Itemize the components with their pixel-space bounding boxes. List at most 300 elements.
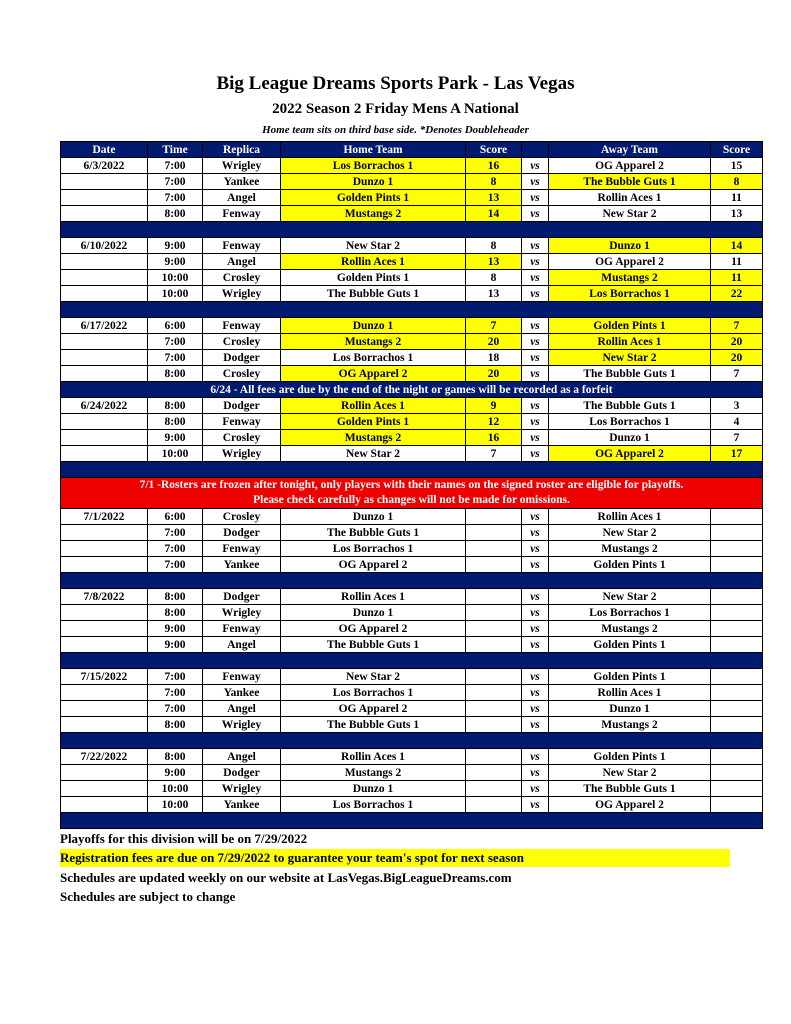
away-team-cell: The Bubble Guts 1 xyxy=(549,781,711,797)
game-row xyxy=(61,286,763,302)
date-cell xyxy=(61,701,148,717)
time-cell: 6:00 xyxy=(148,509,203,525)
game-row xyxy=(61,366,763,382)
schedule-note: Home team sits on third base side. *Denotes Doubleheader xyxy=(262,124,529,136)
home-score-cell: 16 xyxy=(466,158,522,174)
home-team-cell: Golden Pints 1 xyxy=(281,190,466,206)
time-cell: 7:00 xyxy=(148,701,203,717)
home-score-cell xyxy=(466,781,522,797)
home-team-cell: New Star 2 xyxy=(281,238,466,254)
away-score-cell: 3 xyxy=(711,398,763,414)
vs-cell: vs xyxy=(522,717,549,733)
header-home-score: Score xyxy=(466,142,522,158)
date-cell xyxy=(61,254,148,270)
game-row xyxy=(61,765,763,781)
time-cell: 7:00 xyxy=(148,190,203,206)
replica-cell: Crosley xyxy=(203,430,281,446)
game-row xyxy=(61,509,763,525)
time-cell: 10:00 xyxy=(148,446,203,462)
away-team-cell: Mustangs 2 xyxy=(549,717,711,733)
away-score-cell: 14 xyxy=(711,238,763,254)
game-row xyxy=(61,621,763,637)
away-score-cell xyxy=(711,621,763,637)
home-score-cell xyxy=(466,525,522,541)
header-replica: Replica xyxy=(203,142,281,158)
away-team-cell: Dunzo 1 xyxy=(549,238,711,254)
away-team-cell: Los Borrachos 1 xyxy=(549,605,711,621)
date-cell xyxy=(61,605,148,621)
time-cell: 9:00 xyxy=(148,430,203,446)
time-cell: 8:00 xyxy=(148,605,203,621)
replica-cell: Wrigley xyxy=(203,605,281,621)
vs-cell: vs xyxy=(522,174,549,190)
home-team-cell: Los Borrachos 1 xyxy=(281,685,466,701)
home-score-cell: 8 xyxy=(466,174,522,190)
away-score-cell: 7 xyxy=(711,430,763,446)
vs-cell: vs xyxy=(522,238,549,254)
vs-cell: vs xyxy=(522,621,549,637)
game-row xyxy=(61,206,763,222)
away-score-cell xyxy=(711,797,763,813)
game-row xyxy=(61,717,763,733)
home-team-cell: Los Borrachos 1 xyxy=(281,797,466,813)
home-score-cell xyxy=(466,621,522,637)
away-score-cell xyxy=(711,557,763,573)
header-away-score: Score xyxy=(711,142,763,158)
away-score-cell xyxy=(711,509,763,525)
away-score-cell: 7 xyxy=(711,318,763,334)
date-cell xyxy=(61,286,148,302)
date-cell xyxy=(61,781,148,797)
notice-text: 6/24 - All fees are due by the end of the night or games will be recorded as a forfeit xyxy=(61,382,763,398)
replica-cell: Angel xyxy=(203,701,281,717)
away-score-cell: 7 xyxy=(711,366,763,382)
home-score-cell: 18 xyxy=(466,350,522,366)
game-row xyxy=(61,525,763,541)
home-team-cell: Dunzo 1 xyxy=(281,318,466,334)
time-cell: 7:00 xyxy=(148,557,203,573)
vs-cell: vs xyxy=(522,749,549,765)
time-cell: 8:00 xyxy=(148,749,203,765)
away-team-cell: The Bubble Guts 1 xyxy=(549,174,711,190)
vs-cell: vs xyxy=(522,589,549,605)
time-cell: 7:00 xyxy=(148,334,203,350)
away-score-cell xyxy=(711,765,763,781)
home-team-cell: Golden Pints 1 xyxy=(281,414,466,430)
replica-cell: Dodger xyxy=(203,398,281,414)
date-cell xyxy=(61,190,148,206)
home-team-cell: OG Apparel 2 xyxy=(281,557,466,573)
home-team-cell: Dunzo 1 xyxy=(281,605,466,621)
away-score-cell xyxy=(711,669,763,685)
game-row xyxy=(61,414,763,430)
time-cell: 7:00 xyxy=(148,669,203,685)
date-cell xyxy=(61,621,148,637)
home-team-cell: Dunzo 1 xyxy=(281,174,466,190)
away-team-cell: OG Apparel 2 xyxy=(549,446,711,462)
away-score-cell: 11 xyxy=(711,254,763,270)
game-row xyxy=(61,318,763,334)
time-cell: 7:00 xyxy=(148,541,203,557)
vs-cell: vs xyxy=(522,190,549,206)
away-score-cell xyxy=(711,525,763,541)
time-cell: 8:00 xyxy=(148,414,203,430)
home-team-cell: Mustangs 2 xyxy=(281,206,466,222)
vs-cell: vs xyxy=(522,206,549,222)
spacer-cell xyxy=(61,733,763,749)
home-score-cell xyxy=(466,749,522,765)
away-score-cell: 17 xyxy=(711,446,763,462)
date-cell xyxy=(61,430,148,446)
vs-cell: vs xyxy=(522,525,549,541)
game-row xyxy=(61,637,763,653)
alert-text-line: Please check carefully as changes will not be made for omissions. xyxy=(253,494,570,506)
home-score-cell xyxy=(466,765,522,781)
header-away-team: Away Team xyxy=(549,142,711,158)
game-row xyxy=(61,749,763,765)
date-cell xyxy=(61,557,148,573)
home-score-cell xyxy=(466,717,522,733)
date-cell xyxy=(61,525,148,541)
time-cell: 7:00 xyxy=(148,350,203,366)
game-row xyxy=(61,797,763,813)
away-team-cell: Rollin Aces 1 xyxy=(549,685,711,701)
home-team-cell: The Bubble Guts 1 xyxy=(281,717,466,733)
home-team-cell: Dunzo 1 xyxy=(281,781,466,797)
home-team-cell: The Bubble Guts 1 xyxy=(281,637,466,653)
replica-cell: Crosley xyxy=(203,270,281,286)
away-score-cell xyxy=(711,637,763,653)
date-cell: 6/10/2022 xyxy=(61,238,148,254)
game-row xyxy=(61,701,763,717)
replica-cell: Crosley xyxy=(203,366,281,382)
replica-cell: Wrigley xyxy=(203,446,281,462)
away-team-cell: Los Borrachos 1 xyxy=(549,286,711,302)
spacer-row xyxy=(61,573,763,589)
away-team-cell: OG Apparel 2 xyxy=(549,254,711,270)
home-score-cell: 20 xyxy=(466,366,522,382)
game-row xyxy=(61,781,763,797)
away-score-cell: 8 xyxy=(711,174,763,190)
vs-cell: vs xyxy=(522,781,549,797)
date-cell: 7/8/2022 xyxy=(61,589,148,605)
away-score-cell xyxy=(711,605,763,621)
time-cell: 10:00 xyxy=(148,270,203,286)
home-score-cell: 12 xyxy=(466,414,522,430)
away-team-cell: Golden Pints 1 xyxy=(549,318,711,334)
page-subtitle: 2022 Season 2 Friday Mens A National xyxy=(272,101,519,117)
replica-cell: Yankee xyxy=(203,797,281,813)
spacer-cell xyxy=(61,573,763,589)
date-cell: 7/15/2022 xyxy=(61,669,148,685)
replica-cell: Crosley xyxy=(203,509,281,525)
game-row xyxy=(61,270,763,286)
away-score-cell xyxy=(711,589,763,605)
game-row xyxy=(61,605,763,621)
date-cell xyxy=(61,270,148,286)
replica-cell: Wrigley xyxy=(203,286,281,302)
spacer-row xyxy=(61,302,763,318)
spacer-row xyxy=(61,222,763,238)
away-score-cell xyxy=(711,685,763,701)
time-cell: 9:00 xyxy=(148,621,203,637)
home-score-cell xyxy=(466,797,522,813)
time-cell: 7:00 xyxy=(148,158,203,174)
header-time: Time xyxy=(148,142,203,158)
date-cell: 7/22/2022 xyxy=(61,749,148,765)
home-score-cell xyxy=(466,557,522,573)
away-team-cell: New Star 2 xyxy=(549,350,711,366)
home-team-cell: Los Borrachos 1 xyxy=(281,350,466,366)
away-team-cell: New Star 2 xyxy=(549,525,711,541)
away-team-cell: Dunzo 1 xyxy=(549,701,711,717)
home-score-cell: 13 xyxy=(466,286,522,302)
away-team-cell: Rollin Aces 1 xyxy=(549,334,711,350)
home-score-cell: 8 xyxy=(466,238,522,254)
vs-cell: vs xyxy=(522,334,549,350)
time-cell: 7:00 xyxy=(148,525,203,541)
away-team-cell: Los Borrachos 1 xyxy=(549,414,711,430)
game-row xyxy=(61,190,763,206)
home-team-cell: The Bubble Guts 1 xyxy=(281,525,466,541)
time-cell: 6:00 xyxy=(148,318,203,334)
away-team-cell: Golden Pints 1 xyxy=(549,557,711,573)
replica-cell: Fenway xyxy=(203,414,281,430)
schedule-table xyxy=(60,141,763,829)
vs-cell: vs xyxy=(522,509,549,525)
away-score-cell: 20 xyxy=(711,334,763,350)
date-cell xyxy=(61,206,148,222)
away-team-cell: Mustangs 2 xyxy=(549,541,711,557)
home-score-cell xyxy=(466,669,522,685)
replica-cell: Dodger xyxy=(203,350,281,366)
date-cell xyxy=(61,414,148,430)
date-cell xyxy=(61,541,148,557)
vs-cell: vs xyxy=(522,541,549,557)
home-team-cell: New Star 2 xyxy=(281,446,466,462)
away-score-cell xyxy=(711,781,763,797)
home-score-cell: 7 xyxy=(466,318,522,334)
home-team-cell: OG Apparel 2 xyxy=(281,701,466,717)
vs-cell: vs xyxy=(522,318,549,334)
time-cell: 7:00 xyxy=(148,174,203,190)
away-team-cell: OG Apparel 2 xyxy=(549,797,711,813)
spacer-row xyxy=(61,733,763,749)
home-score-cell: 16 xyxy=(466,430,522,446)
away-team-cell: New Star 2 xyxy=(549,589,711,605)
time-cell: 8:00 xyxy=(148,589,203,605)
vs-cell: vs xyxy=(522,605,549,621)
date-cell xyxy=(61,717,148,733)
away-team-cell: The Bubble Guts 1 xyxy=(549,366,711,382)
time-cell: 8:00 xyxy=(148,366,203,382)
replica-cell: Dodger xyxy=(203,765,281,781)
away-team-cell: Rollin Aces 1 xyxy=(549,509,711,525)
home-team-cell: New Star 2 xyxy=(281,669,466,685)
vs-cell: vs xyxy=(522,414,549,430)
vs-cell: vs xyxy=(522,350,549,366)
vs-cell: vs xyxy=(522,637,549,653)
game-row xyxy=(61,430,763,446)
away-team-cell: Mustangs 2 xyxy=(549,270,711,286)
away-team-cell: New Star 2 xyxy=(549,206,711,222)
game-row xyxy=(61,446,763,462)
away-score-cell: 22 xyxy=(711,286,763,302)
date-cell xyxy=(61,350,148,366)
spacer-row xyxy=(61,813,763,829)
away-team-cell: Golden Pints 1 xyxy=(549,637,711,653)
date-cell: 6/24/2022 xyxy=(61,398,148,414)
game-row xyxy=(61,541,763,557)
away-score-cell: 4 xyxy=(711,414,763,430)
replica-cell: Angel xyxy=(203,254,281,270)
replica-cell: Yankee xyxy=(203,557,281,573)
website-note: Schedules are updated weekly on our website at LasVegas.BigLeagueDreams.com xyxy=(60,870,512,885)
spacer-cell xyxy=(61,302,763,318)
date-cell xyxy=(61,334,148,350)
home-score-cell: 14 xyxy=(466,206,522,222)
home-team-cell: Rollin Aces 1 xyxy=(281,398,466,414)
home-score-cell: 8 xyxy=(466,270,522,286)
time-cell: 10:00 xyxy=(148,286,203,302)
away-team-cell: Dunzo 1 xyxy=(549,430,711,446)
date-cell: 6/17/2022 xyxy=(61,318,148,334)
game-row xyxy=(61,158,763,174)
away-score-cell xyxy=(711,717,763,733)
vs-cell: vs xyxy=(522,797,549,813)
table-header-row xyxy=(61,142,763,158)
game-row xyxy=(61,334,763,350)
replica-cell: Yankee xyxy=(203,685,281,701)
home-score-cell: 7 xyxy=(466,446,522,462)
home-score-cell xyxy=(466,637,522,653)
home-score-cell: 9 xyxy=(466,398,522,414)
time-cell: 9:00 xyxy=(148,637,203,653)
vs-cell: vs xyxy=(522,669,549,685)
time-cell: 10:00 xyxy=(148,797,203,813)
game-row xyxy=(61,238,763,254)
vs-cell: vs xyxy=(522,158,549,174)
replica-cell: Fenway xyxy=(203,206,281,222)
alert-cell xyxy=(61,478,763,509)
subject-note: Schedules are subject to change xyxy=(60,889,236,904)
alert-text-line: 7/1 -Rosters are frozen after tonight, only players with their names on the signed roster are eligible for playoffs. xyxy=(139,479,684,491)
replica-cell: Wrigley xyxy=(203,717,281,733)
home-team-cell: Golden Pints 1 xyxy=(281,270,466,286)
time-cell: 9:00 xyxy=(148,765,203,781)
replica-cell: Fenway xyxy=(203,238,281,254)
away-score-cell xyxy=(711,701,763,717)
replica-cell: Yankee xyxy=(203,174,281,190)
alert-row xyxy=(61,478,763,509)
game-row xyxy=(61,669,763,685)
vs-cell: vs xyxy=(522,685,549,701)
replica-cell: Fenway xyxy=(203,541,281,557)
game-row xyxy=(61,398,763,414)
away-score-cell: 20 xyxy=(711,350,763,366)
game-row xyxy=(61,589,763,605)
home-score-cell xyxy=(466,605,522,621)
home-score-cell xyxy=(466,589,522,605)
page-title: Big League Dreams Sports Park - Las Vegas xyxy=(216,73,575,94)
home-team-cell: Rollin Aces 1 xyxy=(281,254,466,270)
replica-cell: Wrigley xyxy=(203,781,281,797)
vs-cell: vs xyxy=(522,446,549,462)
home-score-cell: 20 xyxy=(466,334,522,350)
away-score-cell: 11 xyxy=(711,270,763,286)
replica-cell: Crosley xyxy=(203,334,281,350)
spacer-cell xyxy=(61,462,763,478)
vs-cell: vs xyxy=(522,270,549,286)
away-team-cell: Golden Pints 1 xyxy=(549,749,711,765)
home-team-cell: Mustangs 2 xyxy=(281,430,466,446)
replica-cell: Fenway xyxy=(203,669,281,685)
home-score-cell: 13 xyxy=(466,254,522,270)
game-row xyxy=(61,557,763,573)
date-cell: 6/3/2022 xyxy=(61,158,148,174)
away-team-cell: Mustangs 2 xyxy=(549,621,711,637)
spacer-cell xyxy=(61,813,763,829)
time-cell: 7:00 xyxy=(148,685,203,701)
time-cell: 8:00 xyxy=(148,206,203,222)
home-score-cell xyxy=(466,541,522,557)
away-team-cell: Golden Pints 1 xyxy=(549,669,711,685)
home-team-cell: Dunzo 1 xyxy=(281,509,466,525)
game-row xyxy=(61,254,763,270)
date-cell xyxy=(61,446,148,462)
spacer-row xyxy=(61,462,763,478)
away-score-cell xyxy=(711,541,763,557)
replica-cell: Angel xyxy=(203,190,281,206)
replica-cell: Fenway xyxy=(203,318,281,334)
date-cell xyxy=(61,366,148,382)
home-team-cell: Los Borrachos 1 xyxy=(281,541,466,557)
spacer-cell xyxy=(61,222,763,238)
vs-cell: vs xyxy=(522,765,549,781)
home-score-cell xyxy=(466,685,522,701)
away-team-cell: OG Apparel 2 xyxy=(549,158,711,174)
notice-row xyxy=(61,382,763,398)
time-cell: 9:00 xyxy=(148,238,203,254)
home-team-cell: Mustangs 2 xyxy=(281,334,466,350)
away-score-cell: 15 xyxy=(711,158,763,174)
date-cell xyxy=(61,797,148,813)
header-home-team: Home Team xyxy=(281,142,466,158)
game-row xyxy=(61,685,763,701)
date-cell xyxy=(61,685,148,701)
away-score-cell: 11 xyxy=(711,190,763,206)
home-team-cell: OG Apparel 2 xyxy=(281,366,466,382)
replica-cell: Dodger xyxy=(203,525,281,541)
vs-cell: vs xyxy=(522,398,549,414)
time-cell: 8:00 xyxy=(148,398,203,414)
date-cell: 7/1/2022 xyxy=(61,509,148,525)
replica-cell: Angel xyxy=(203,749,281,765)
replica-cell: Wrigley xyxy=(203,158,281,174)
date-cell xyxy=(61,174,148,190)
replica-cell: Dodger xyxy=(203,589,281,605)
vs-cell: vs xyxy=(522,557,549,573)
away-team-cell: New Star 2 xyxy=(549,765,711,781)
time-cell: 10:00 xyxy=(148,781,203,797)
game-row xyxy=(61,174,763,190)
home-team-cell: The Bubble Guts 1 xyxy=(281,286,466,302)
schedule-body xyxy=(61,158,763,829)
vs-cell: vs xyxy=(522,254,549,270)
date-cell xyxy=(61,637,148,653)
date-cell xyxy=(61,765,148,781)
game-row xyxy=(61,350,763,366)
